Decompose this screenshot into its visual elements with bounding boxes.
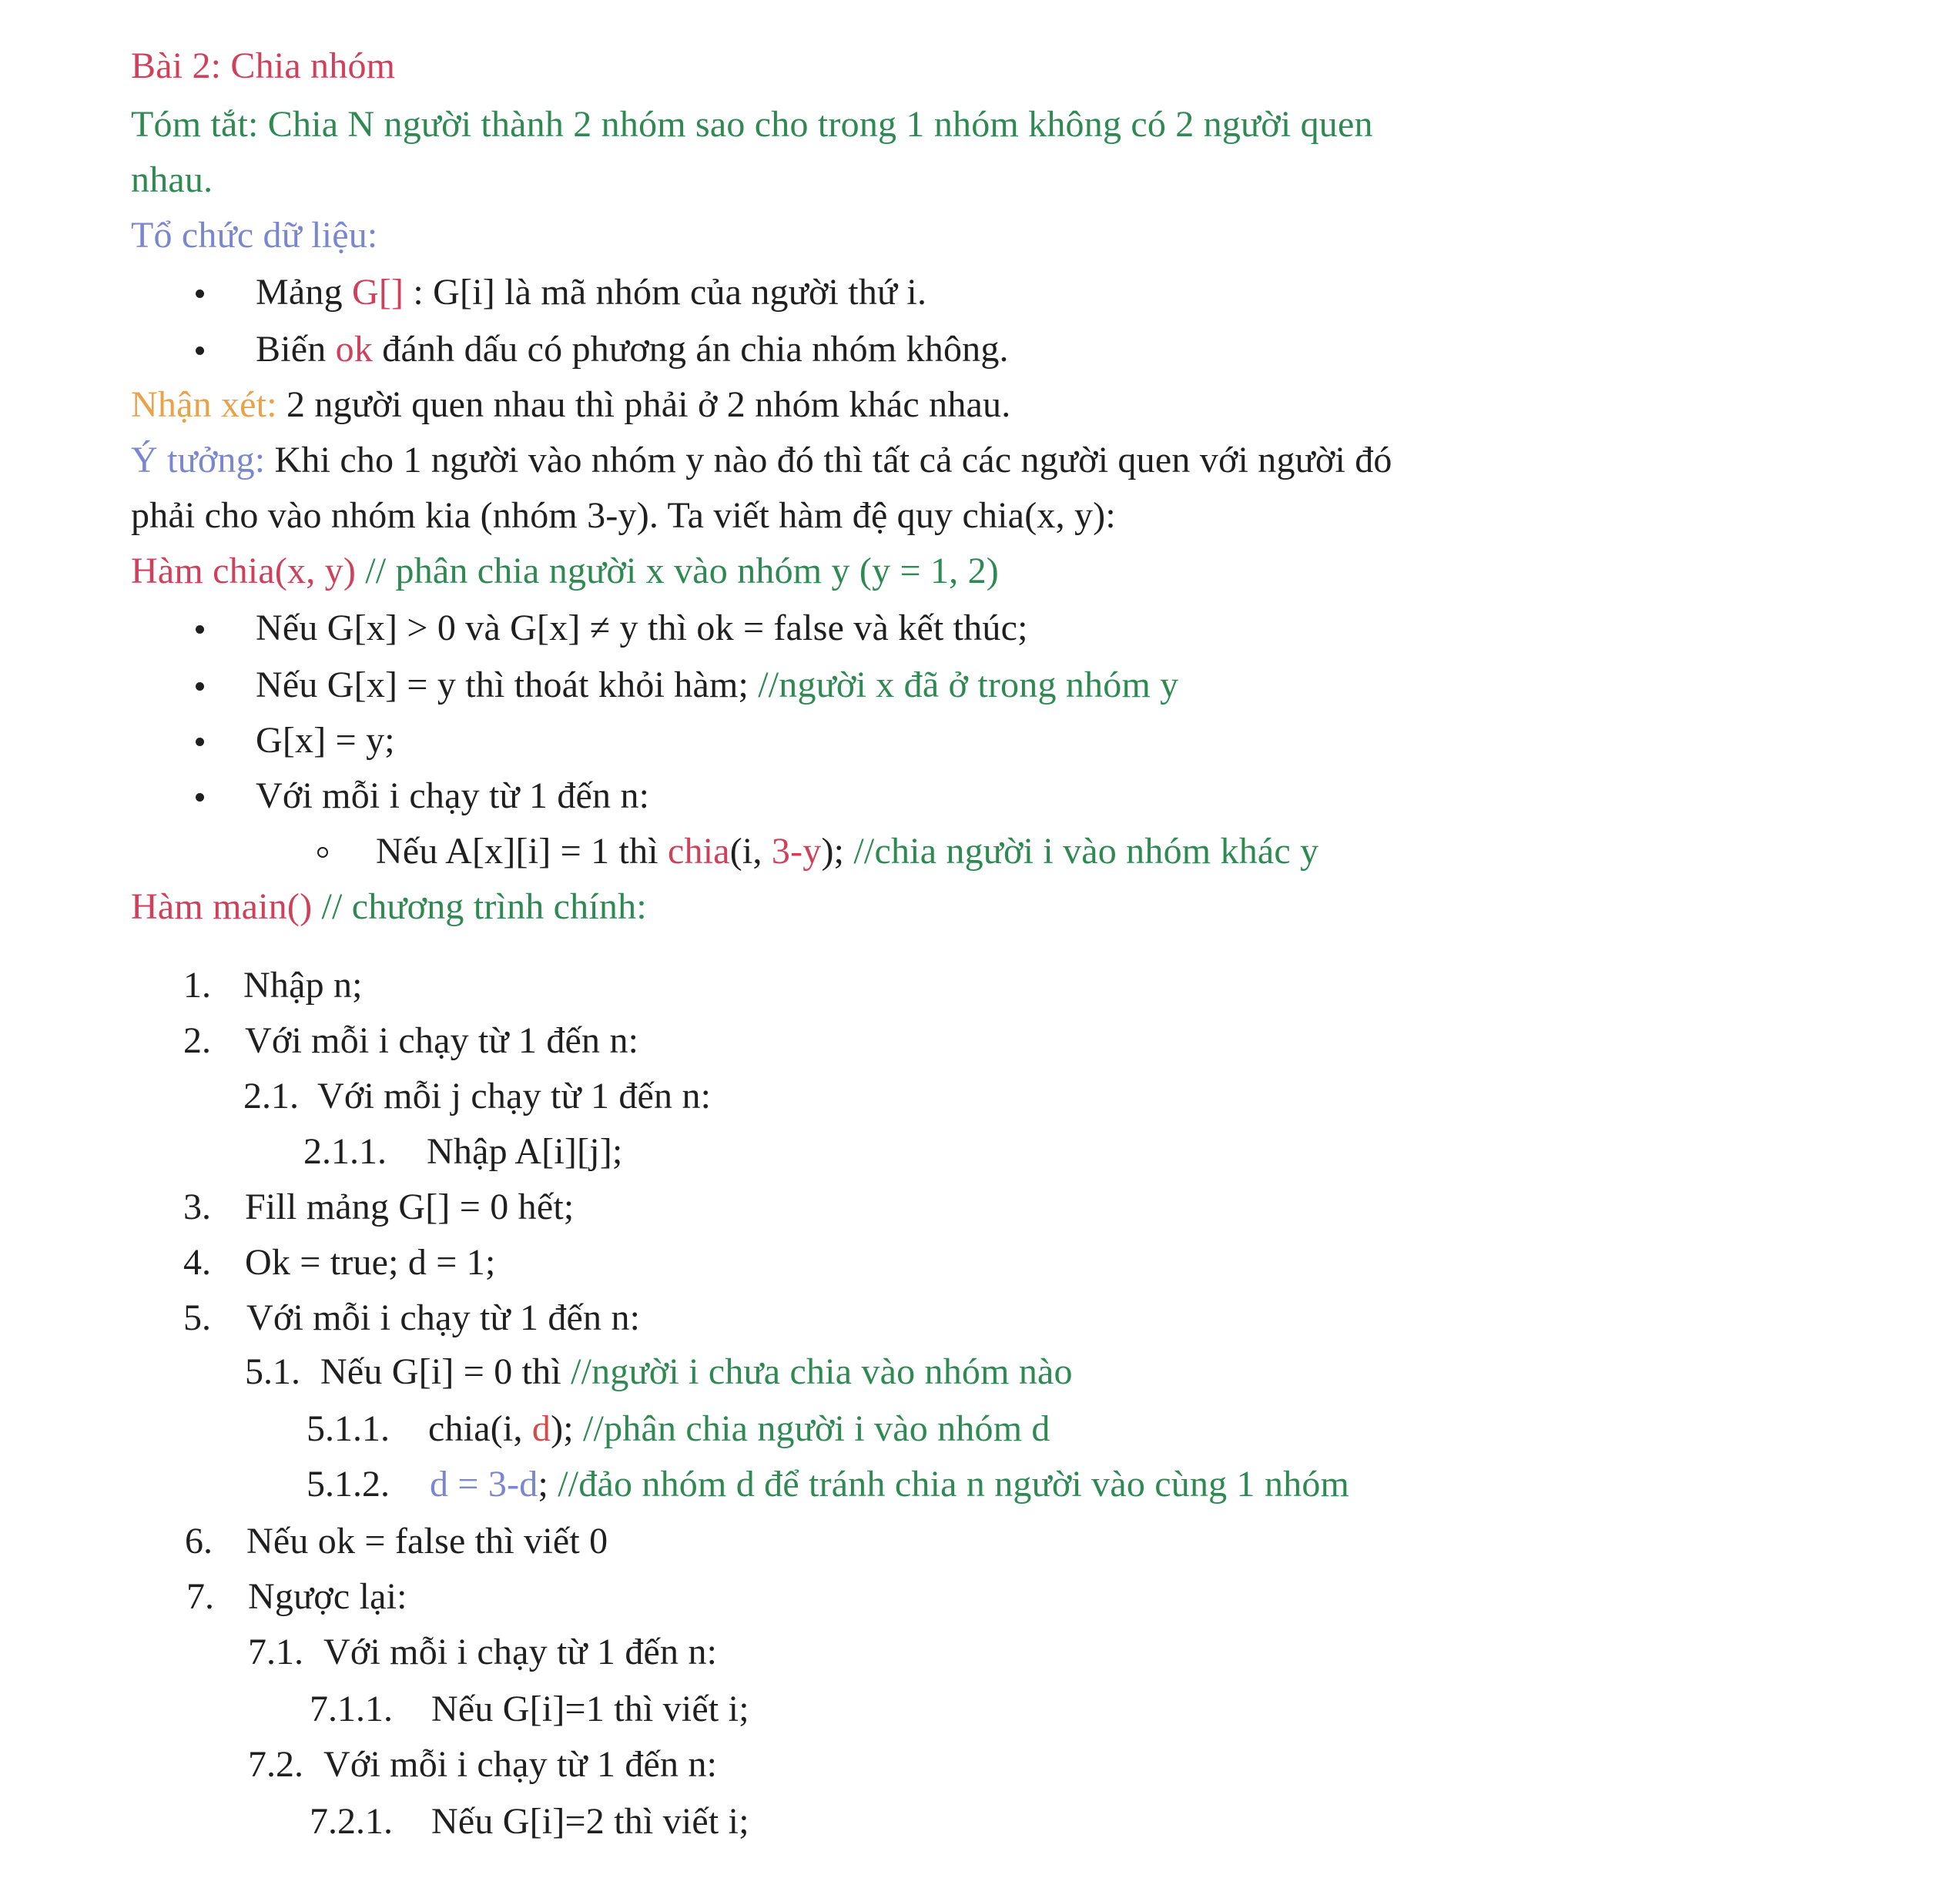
- step-text: chia(i,: [428, 1408, 532, 1449]
- bullet-icon: [196, 738, 204, 746]
- main-step-5-1-2: [430, 1461, 1349, 1508]
- func-heading: Hàm main(): [131, 886, 313, 927]
- step-number: 7.2.1.: [310, 1801, 393, 1842]
- step-number: 1.: [183, 965, 211, 1006]
- item-text: : G[i] là mã nhóm của người thứ i.: [404, 272, 927, 313]
- code-comment: //chia người i vào nhóm khác y: [853, 831, 1319, 872]
- main-step-7-1: Với mỗi i chạy từ 1 đến n:: [323, 1632, 718, 1672]
- item-text: Mảng: [256, 272, 352, 313]
- bullet-icon: [196, 346, 204, 355]
- data-org-item-2: [256, 326, 1009, 373]
- step-text: );: [551, 1408, 583, 1449]
- step-number: 7.2.: [248, 1744, 303, 1785]
- main-step-7: Ngược lại:: [248, 1576, 407, 1617]
- summary-line: [131, 102, 1373, 148]
- idea-line: [131, 437, 1392, 484]
- chia-step-3: G[x] = y;: [256, 720, 395, 761]
- step-number: 6.: [185, 1521, 213, 1562]
- step-text: Nếu G[x] = y thì thoát khỏi hàm;: [256, 664, 759, 705]
- step-number: 2.1.1.: [303, 1131, 387, 1172]
- func-heading: Hàm chia(x, y): [131, 551, 357, 591]
- bullet-icon: [196, 682, 204, 691]
- code-comment: // phân chia người x vào nhóm y (y = 1, 2): [356, 551, 999, 591]
- func-main-heading: [131, 884, 647, 930]
- main-step-7-2-1: Nếu G[i]=2 thì viết i;: [431, 1801, 749, 1842]
- step-text: );: [821, 831, 854, 872]
- step-number: 5.1.1.: [307, 1408, 390, 1449]
- main-step-6: Nếu ok = false thì viết 0: [246, 1521, 608, 1562]
- main-step-5-1: [320, 1349, 1073, 1395]
- main-step-5-1-1: [428, 1406, 1050, 1452]
- step-text: ;: [538, 1464, 558, 1505]
- code-comment: //người i chưa chia vào nhóm nào: [571, 1351, 1073, 1392]
- step-number: 4.: [183, 1242, 211, 1283]
- item-highlight: ok: [335, 329, 374, 370]
- step-text: Nếu A[x][i] = 1 thì: [376, 831, 668, 872]
- bullet-icon: [196, 625, 204, 634]
- func-call: chia: [668, 831, 730, 872]
- step-text: Nếu G[i] = 0 thì: [320, 1351, 571, 1392]
- document-title: Bài 2: Chia nhóm: [131, 45, 396, 86]
- main-step-7-1-1: Nếu G[i]=1 thì viết i;: [431, 1689, 749, 1729]
- code-comment: //phân chia người i vào nhóm d: [583, 1408, 1050, 1449]
- idea-label: Ý tưởng:: [131, 440, 266, 480]
- step-number: 2.1.: [243, 1076, 299, 1116]
- step-number: 5.1.2.: [307, 1464, 390, 1505]
- code-comment: //đảo nhóm d để tránh chia n người vào cùng 1 nhóm: [558, 1464, 1350, 1505]
- arg-highlight: 3-y: [771, 831, 822, 872]
- summary-line-2: nhau.: [131, 159, 213, 200]
- data-org-heading: Tổ chức dữ liệu:: [131, 215, 378, 256]
- func-chia-heading: [131, 548, 999, 594]
- item-text: Biến: [256, 329, 336, 370]
- main-step-2-1-1: Nhập A[i][j];: [427, 1131, 623, 1172]
- idea-line-2: phải cho vào nhóm kia (nhóm 3-y). Ta viết hàm đệ quy chia(x, y):: [131, 495, 1116, 536]
- main-step-4: Ok = true; d = 1;: [245, 1242, 496, 1283]
- main-step-1: Nhập n;: [243, 965, 363, 1006]
- main-step-2-1: Với mỗi j chạy từ 1 đến n:: [317, 1076, 712, 1116]
- circle-bullet-icon: [317, 847, 328, 858]
- step-number: 3.: [183, 1187, 211, 1227]
- step-text: (i,: [729, 831, 772, 872]
- chia-substep: [376, 828, 1318, 875]
- step-number: 7.1.1.: [310, 1689, 393, 1729]
- main-step-5: Với mỗi i chạy từ 1 đến n:: [246, 1297, 641, 1338]
- var-highlight: d: [531, 1408, 551, 1449]
- summary-text: Chia N người thành 2 nhóm sao cho trong 1 nhóm không có 2 người quen: [267, 104, 1373, 145]
- bullet-icon: [196, 290, 204, 298]
- chia-step-4: Với mỗi i chạy từ 1 đến n:: [256, 775, 650, 816]
- bullet-icon: [196, 793, 204, 802]
- item-text: đánh dấu có phương án chia nhóm không.: [373, 329, 1009, 370]
- chia-step-1: Nếu G[x] > 0 và G[x] ≠ y thì ok = false và kết thúc;: [256, 608, 1028, 648]
- step-number: 2.: [183, 1020, 211, 1061]
- main-step-2: Với mỗi i chạy từ 1 đến n:: [245, 1020, 639, 1061]
- idea-text: Khi cho 1 người vào nhóm y nào đó thì tất cả các người quen với người đó: [265, 440, 1392, 480]
- item-highlight: G[]: [351, 272, 404, 313]
- step-number: 5.1.: [245, 1351, 300, 1392]
- chia-step-2: [256, 662, 1178, 708]
- summary-label: Tóm tắt:: [131, 104, 268, 145]
- step-number: 7.1.: [248, 1632, 303, 1672]
- code-comment: // chương trình chính:: [312, 886, 647, 927]
- main-step-3: Fill mảng G[] = 0 hết;: [245, 1187, 575, 1227]
- var-highlight: d = 3-d: [430, 1464, 538, 1505]
- remark-line: [131, 382, 1010, 428]
- step-number: 7.: [186, 1576, 214, 1617]
- code-comment: //người x đã ở trong nhóm y: [758, 664, 1179, 705]
- remark-label: Nhận xét:: [131, 384, 277, 425]
- data-org-item-1: [256, 269, 926, 316]
- step-number: 5.: [183, 1297, 211, 1338]
- remark-text: 2 người quen nhau thì phải ở 2 nhóm khác nhau.: [276, 384, 1011, 425]
- main-step-7-2: Với mỗi i chạy từ 1 đến n:: [323, 1744, 718, 1785]
